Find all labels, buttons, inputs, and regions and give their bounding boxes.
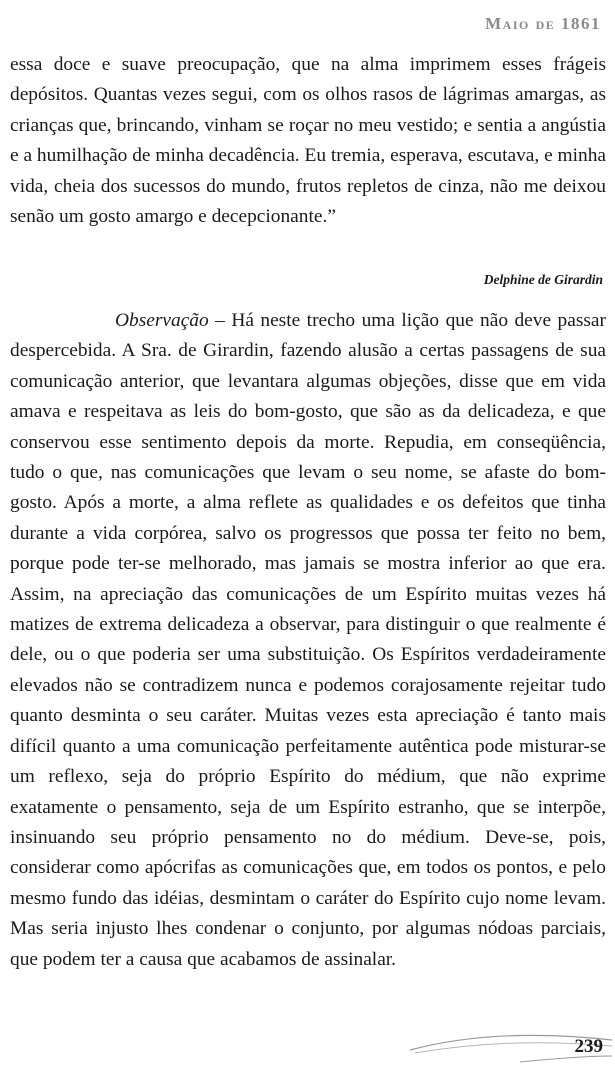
observation-paragraph bbox=[10, 306, 606, 975]
observation-block bbox=[10, 306, 606, 975]
observation-text: Há neste trecho uma lição que não deve passar despercebida. A Sra. de Girardin, fazendo alusão a certas passagens de sua comunicação anterior, que levantara algumas objeções, disse que em vida amava e respeitava as leis do bom-gosto, que são as da delicadeza, e que conservou esse sentimento depois da morte. Repudia, em conseqüência, tudo o que, nas comunicações que levam o seu nome, se afaste do bom-gosto. Após a morte, a alma reflete as qualidades e os defeitos que tinha durante a vida corpórea, salvo os progressos que possa ter feito no bem, porque pode ter-se melhorado, mas jamais se mostra inferior ao que era. Assim, na apreciação das comunicações de um Espírito muitas vezes há matizes de extrema delicadeza a observar, para distinguir o que realmente é dele, ou o que poderia ser uma substituição. Os Espíritos verdadeiramente elevados não se contradizem nunca e podemos corajosamente rejeitar tudo quanto desminta o seu caráter. Muitas vezes esta apreciação é tanto mais difícil quanto a uma comunicação perfeitamente autêntica pode misturar-se um reflexo, seja do próprio Espírito do médium, que não exprime exatamente o pensamento, seja de um Espírito estranho, que se interpõe, insinuando seu próprio pensamento no do médium. Deve-se, pois, considerar como apócrifas as comunicações que, em todos os pontos, e pelo mesmo fundo das idéias, desmintam o caráter do Espírito cujo nome levam. Mas seria injusto lhes condenar o conjunto, por algumas nódoas parciais, que podem ter a causa que acabamos de assinalar. bbox=[10, 310, 606, 970]
author-signature: Delphine de Girardin bbox=[483, 272, 603, 287]
opening-paragraph-block bbox=[10, 50, 606, 232]
running-header: Maio de 1861 bbox=[485, 14, 601, 33]
page-number: 239 bbox=[574, 1036, 603, 1057]
observation-dash: – bbox=[208, 310, 232, 331]
swoosh-ornament-icon bbox=[0, 1022, 615, 1069]
page-footer bbox=[0, 1022, 615, 1069]
observation-label: Observação bbox=[115, 310, 209, 331]
opening-paragraph: essa doce e suave preocupação, que na alma imprimem esses frágeis depósitos. Quantas vezes segui, com os olhos rasos de lágrimas amargas, as crianças que, brincando, vinham se roçar no meu vestido; e sentia a angústia e a humilhação de minha decadência. Eu tremia, esperava, escutava, e minha vida, cheia dos sucessos do mundo, frutos repletos de cinza, não me deixou senão um gosto amargo e decepcionante.” bbox=[10, 54, 606, 228]
